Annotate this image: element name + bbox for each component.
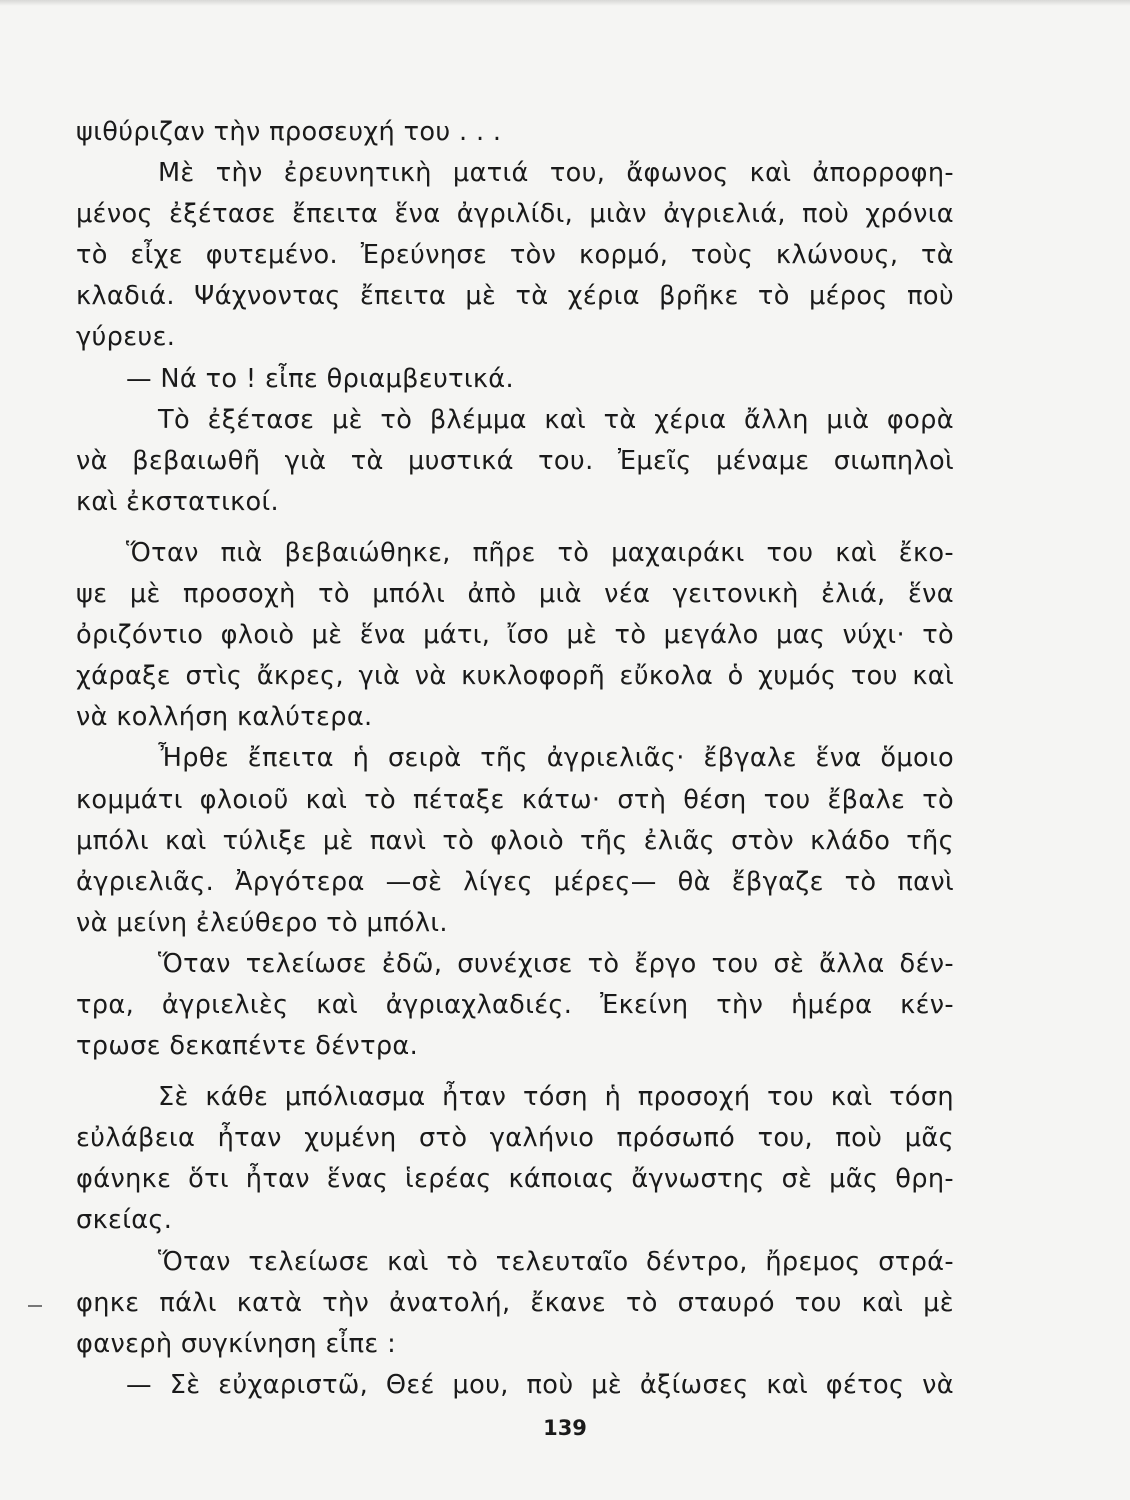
text-line: ἀγριελιᾶς. Ἀργότερα —σὲ λίγες μέρες— θὰ ἔβγαζε τὸ πανὶ bbox=[76, 866, 954, 897]
text-line: Ὅταν πιὰ βεβαιώθηκε, πῆρε τὸ μαχαιράκι του καὶ ἔκο- bbox=[126, 537, 954, 568]
text-line: τρωσε δεκαπέντε δέντρα. bbox=[76, 1031, 419, 1062]
text-line: φηκε πάλι κατὰ τὴν ἀνατολή, ἔκανε τὸ σταυρό του καὶ μὲ bbox=[76, 1287, 954, 1318]
text-line: Ὅταν τελείωσε καὶ τὸ τελευταῖο δέντρο, ἤρεμος στρά- bbox=[158, 1246, 954, 1277]
text-line: μπόλι καὶ τύλιξε μὲ πανὶ τὸ φλοιὸ τῆς ἐλιᾶς στὸν κλάδο τῆς bbox=[76, 825, 954, 856]
page-number: 139 bbox=[543, 1416, 587, 1440]
text-line: γύρευε. bbox=[76, 322, 176, 353]
text-line: ψε μὲ προσοχὴ τὸ μπόλι ἀπὸ μιὰ νέα γειτονικὴ ἐλιά, ἕνα bbox=[76, 579, 954, 610]
text-line: φάνηκε ὅτι ἦταν ἕνας ἱερέας κάποιας ἄγνωστης σὲ μᾶς θρη- bbox=[76, 1164, 954, 1195]
text-line: νὰ κολλήση καλύτερα. bbox=[76, 702, 373, 733]
margin-mark bbox=[28, 1305, 42, 1307]
text-line: κλαδιά. Ψάχνοντας ἔπειτα μὲ τὰ χέρια βρῆκε τὸ μέρος ποὺ bbox=[76, 281, 954, 312]
text-line: κομμάτι φλοιοῦ καὶ τὸ πέταξε κάτω· στὴ θέση του ἔβαλε τὸ bbox=[76, 784, 954, 815]
text-line: νὰ μείνη ἐλεύθερο τὸ μπόλι. bbox=[76, 907, 448, 938]
text-line: νὰ βεβαιωθῆ γιὰ τὰ μυστικά του. Ἐμεῖς μέναμε σιωπηλοὶ bbox=[76, 445, 954, 476]
text-line: Μὲ τὴν ἐρευνητικὴ ματιά του, ἄφωνος καὶ ἀπορροφη- bbox=[158, 158, 954, 189]
text-line: φανερὴ συγκίνηση εἶπε : bbox=[76, 1328, 397, 1359]
text-line: τὸ εἶχε φυτεμένο. Ἐρεύνησε τὸν κορμό, τοὺς κλώνους, τὰ bbox=[76, 240, 954, 271]
text-line: Ἦρθε ἔπειτα ἡ σειρὰ τῆς ἀγριελιᾶς· ἔβγαλε ἕνα ὅμοιο bbox=[158, 743, 954, 774]
text-line: σκείας. bbox=[76, 1205, 173, 1236]
text-line: — Νά το ! εἶπε θριαμβευτικά. bbox=[126, 363, 515, 394]
text-line: Τὸ ἐξέτασε μὲ τὸ βλέμμα καὶ τὰ χέρια ἄλλη μιὰ φορὰ bbox=[158, 404, 954, 435]
page-top-edge bbox=[0, 0, 1130, 6]
text-line: καὶ ἐκστατικοί. bbox=[76, 486, 280, 517]
text-line: χάραξε στὶς ἄκρες, γιὰ νὰ κυκλοφορῆ εὔκολα ὁ χυμός του καὶ bbox=[76, 661, 954, 692]
text-line: ψιθύριζαν τὴν προσευχή του . . . bbox=[76, 117, 502, 147]
text-line: εὐλάβεια ἦταν χυμένη στὸ γαλήνιο πρόσωπό του, ποὺ μᾶς bbox=[76, 1123, 954, 1154]
body-text bbox=[76, 112, 954, 1406]
text-line: ὀριζόντιο φλοιὸ μὲ ἕνα μάτι, ἴσο μὲ τὸ μεγάλο μας νύχι· τὸ bbox=[76, 620, 954, 651]
text-line: τρα, ἀγριελιὲς καὶ ἀγριαχλαδιές. Ἐκείνη τὴν ἡμέρα κέν- bbox=[76, 989, 954, 1020]
text-line: Σὲ κάθε μπόλιασμα ἦταν τόση ἡ προσοχή του καὶ τόση bbox=[158, 1082, 954, 1113]
text-line: μένος ἐξέτασε ἔπειτα ἕνα ἀγριλίδι, μιὰν ἀγριελιά, ποὺ χρόνια bbox=[76, 199, 954, 230]
text-line: — Σὲ εὐχαριστῶ, Θεέ μου, ποὺ μὲ ἀξίωσες καὶ φέτος νὰ bbox=[126, 1369, 954, 1400]
text-line: Ὅταν τελείωσε ἐδῶ, συνέχισε τὸ ἔργο του σὲ ἄλλα δέν- bbox=[158, 948, 954, 979]
